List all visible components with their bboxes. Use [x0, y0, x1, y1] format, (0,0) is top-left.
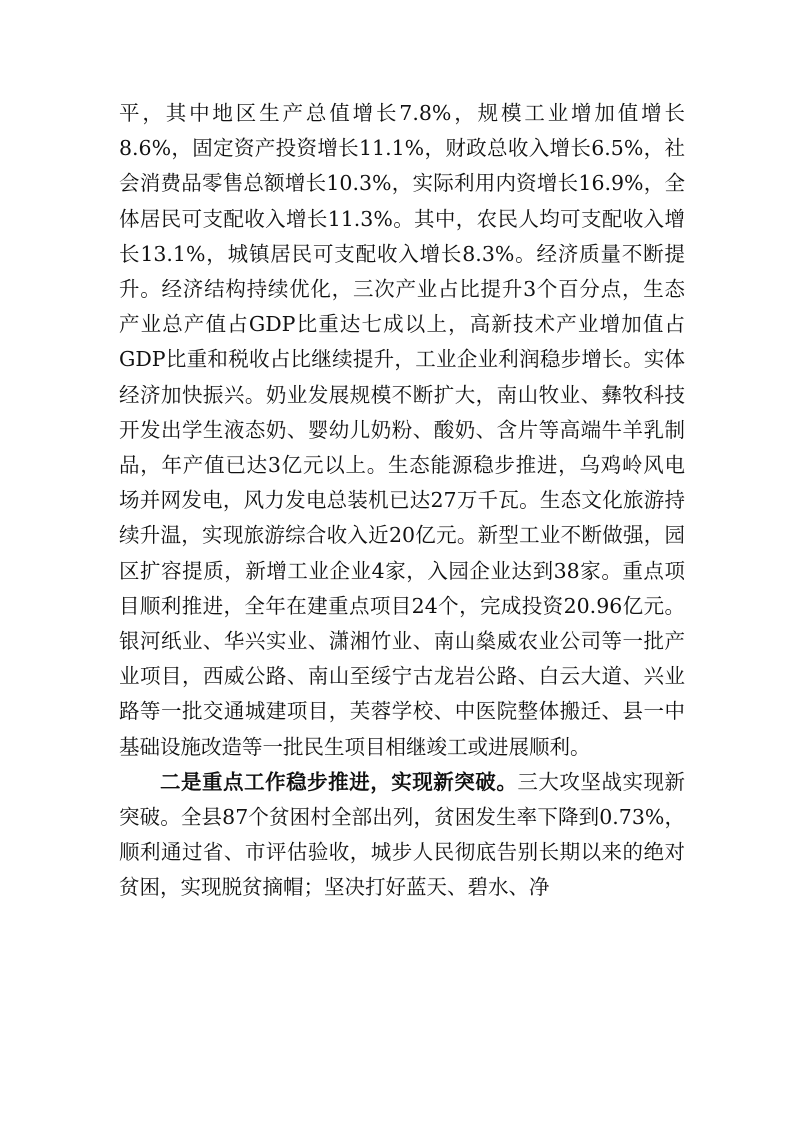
paragraph-key-work: [119, 765, 685, 906]
paragraph-body: 三大攻坚战实现新突破。全县87个贫困村全部出列，贫困发生率下降到0.73%，顺利通过省、市评估验收，城步人民彻底告别长期以来的绝对贫困，实现脱贫摘帽；坚决打好蓝天、碧水、净: [119, 769, 686, 900]
paragraph-heading: 二是重点工作稳步推进，实现新突破。: [160, 769, 518, 794]
paragraph-economy: 平，其中地区生产总值增长7.8%，规模工业增加值增长8.6%，固定资产投资增长11.1%，财政总收入增长6.5%，社会消费品零售总额增长10.3%，实际利用内资增长16.9%，全体居民可支配收入增长11.3%。其中，农民人均可支配收入增长13.1%，城镇居民可支配收入增长8.3%。经济质量不断提升。经济结构持续优化，三次产业占比提升3个百分点，生态产业总产值占GDP比重达七成以上，高新技术产业增加值占GDP比重和税收占比继续提升，工业企业利润稳步增长。实体经济加快振兴。奶业发展规模不断扩大，南山牧业、彝牧科技开发出学生液态奶、婴幼儿奶粉、酸奶、含片等高端牛羊乳制品，年产值已达3亿元以上。生态能源稳步推进，乌鸡岭风电场并网发电，风力发电总装机已达27万千瓦。生态文化旅游持续升温，实现旅游综合收入近20亿元。新型工业不断做强，园区扩容提质，新增工业企业4家，入园企业达到38家。重点项目顺利推进，全年在建重点项目24个，完成投资20.96亿元。银河纸业、华兴实业、潇湘竹业、南山燊威农业公司等一批产业项目，西威公路、南山至绥宁古龙岩公路、白云大道、兴业路等一批交通城建项目，芙蓉学校、中医院整体搬迁、县一中基础设施改造等一批民生项目相继竣工或进展顺利。: [119, 101, 685, 759]
document-page: [119, 96, 685, 906]
